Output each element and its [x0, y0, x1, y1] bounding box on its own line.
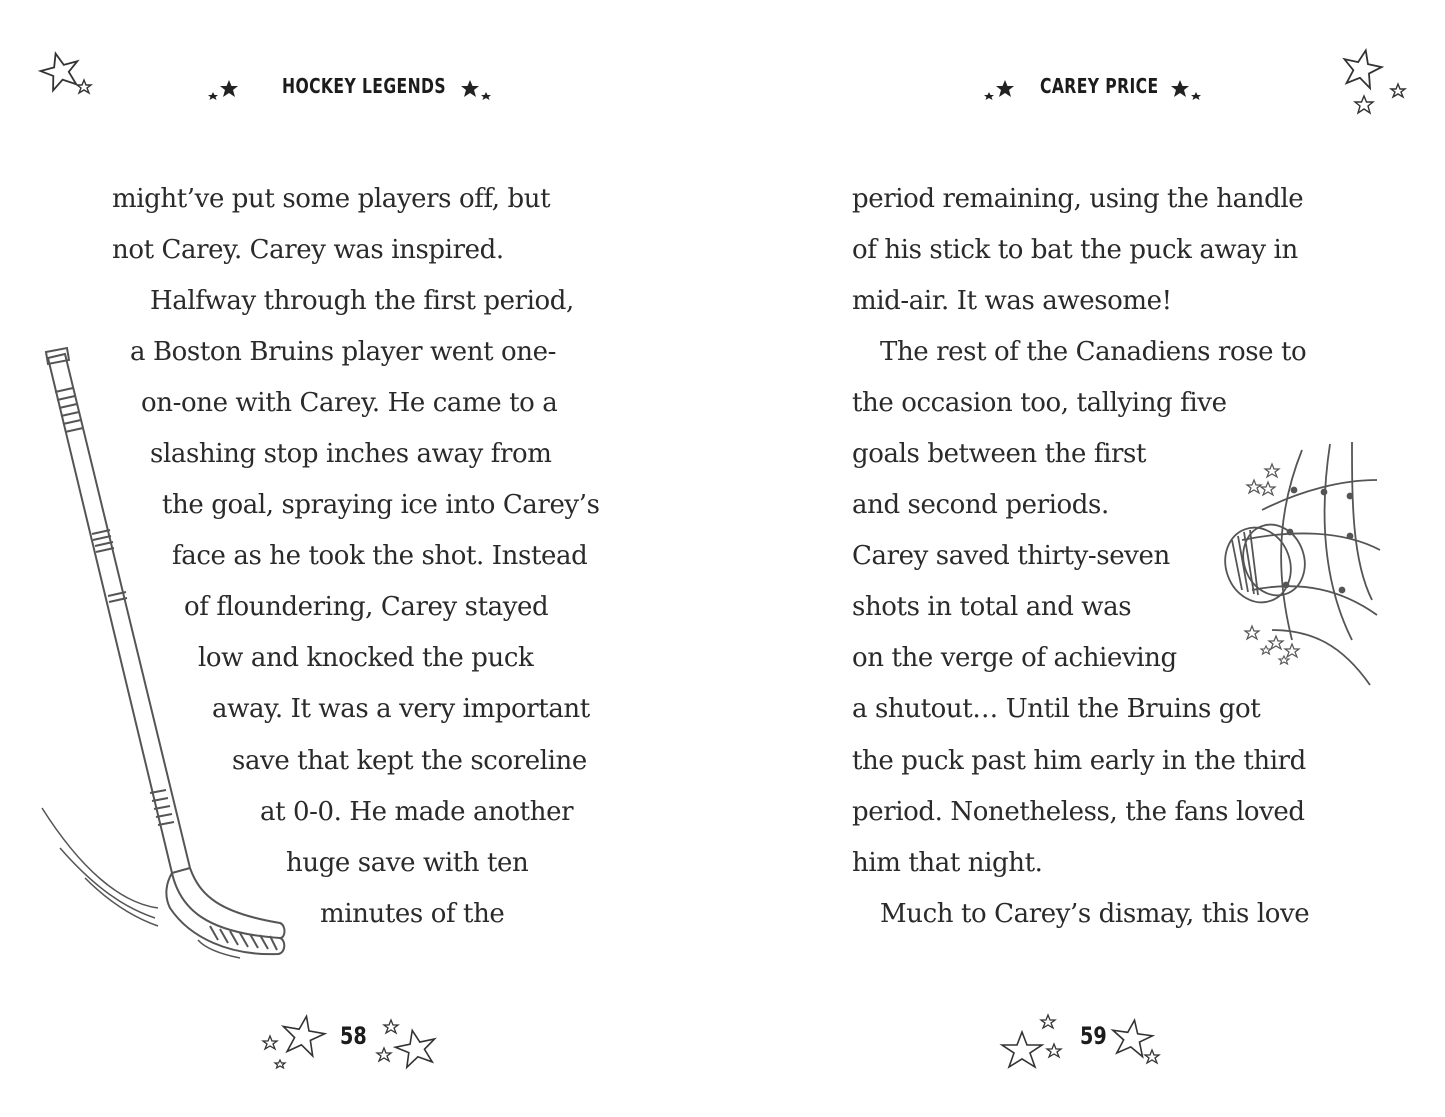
header-star-left-icon	[208, 78, 240, 102]
text-line: the occasion too, tallying five	[852, 388, 1227, 418]
text-line: mid-air. It was awesome!	[852, 286, 1172, 316]
text-line: might’ve put some players off, but	[112, 184, 551, 214]
text-line: of floundering, Carey stayed	[184, 592, 549, 622]
page-number: 58	[340, 1022, 367, 1050]
text-line: low and knocked the puck	[198, 643, 534, 673]
text-line: slashing stop inches away from	[150, 439, 552, 469]
folio-stars-left-icon	[1002, 1012, 1074, 1072]
text-line: shots in total and was	[852, 592, 1132, 622]
text-line: a shutout… Until the Bruins got	[852, 694, 1261, 724]
text-line: away. It was a very important	[212, 694, 590, 724]
folio-stars-right-icon	[1112, 1018, 1162, 1068]
text-line: of his stick to bat the puck away in	[852, 235, 1298, 265]
text-line: period remaining, using the handle	[852, 184, 1304, 214]
text-line: on the verge of achieving	[852, 643, 1177, 673]
corner-stars-icon	[40, 50, 100, 100]
text-line: not Carey. Carey was inspired.	[112, 235, 504, 265]
text-line: Halfway through the first period,	[150, 286, 574, 316]
running-head: CAREY PRICE	[1040, 74, 1159, 98]
page-number: 59	[1080, 1022, 1107, 1050]
text-line: goals between the first	[852, 439, 1147, 469]
puck-in-net-illustration	[1202, 440, 1382, 692]
text-line: face as he took the shot. Instead	[172, 541, 588, 571]
text-line: Much to Carey’s dismay, this love	[880, 899, 1310, 929]
text-line: Carey saved thirty-seven	[852, 541, 1170, 571]
text-line: minutes of the	[320, 899, 505, 929]
text-line: huge save with ten	[286, 848, 529, 878]
text-line: The rest of the Canadiens rose to	[880, 337, 1307, 367]
corner-stars-icon	[1340, 48, 1410, 118]
header-star-right-icon	[1170, 78, 1202, 102]
header-star-right-icon	[460, 78, 492, 102]
folio-stars-left-icon	[258, 1014, 330, 1074]
right-page	[722, 0, 1444, 1117]
text-line: him that night.	[852, 848, 1043, 878]
running-head: HOCKEY LEGENDS	[282, 74, 447, 98]
left-page	[0, 0, 722, 1117]
header-star-left-icon	[984, 78, 1016, 102]
text-line: a Boston Bruins player went one-	[130, 337, 557, 367]
text-line: and second periods.	[852, 490, 1109, 520]
folio-stars-right-icon	[374, 1018, 444, 1074]
text-line: on-one with Carey. He came to a	[141, 388, 558, 418]
text-line: period. Nonetheless, the fans loved	[852, 797, 1305, 827]
text-line: save that kept the scoreline	[232, 746, 587, 776]
text-line: the goal, spraying ice into Carey’s	[162, 490, 600, 520]
text-line: the puck past him early in the third	[852, 746, 1306, 776]
text-line: at 0-0. He made another	[260, 797, 574, 827]
